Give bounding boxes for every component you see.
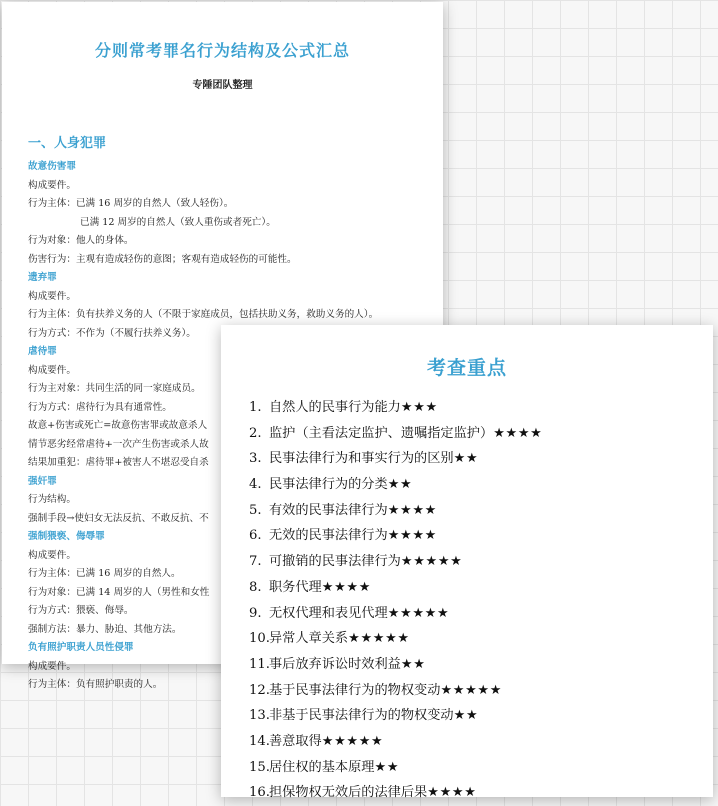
- star-rating: ★★★★: [321, 579, 372, 595]
- star-rating: ★★★★★: [321, 733, 384, 749]
- star-rating: ★★: [400, 656, 426, 672]
- focus-card: [221, 325, 713, 801]
- document-line: 情节恶劣经常虐待+一次产生伤害或杀人故: [28, 438, 209, 450]
- focus-item: [249, 421, 542, 447]
- document-line: 行为主体：负有扶养义务的人（不限于家庭成员，包括扶助义务，救助义务的人）。: [28, 309, 379, 320]
- focus-item-number: 4.: [249, 477, 262, 493]
- star-rating: ★★★★★: [400, 554, 463, 570]
- focus-item: [249, 678, 542, 704]
- focus-item-text: 基于民事法律行为的物权变动: [269, 682, 441, 698]
- document-line: 行为方式：虐待行为具有通常性。: [28, 401, 172, 413]
- document-line: 行为主体：负有照护职责的人。: [28, 679, 163, 690]
- document-line: 行为主体：已满 16 周岁的自然人。: [28, 568, 181, 579]
- document-line: 行为结构。: [28, 494, 76, 505]
- document-line: 行为对象：他人的身体。: [28, 235, 134, 246]
- focus-item: [249, 729, 542, 755]
- focus-item-number: 11.: [249, 656, 270, 672]
- focus-item-text: 无权代理和表见代理: [269, 605, 388, 621]
- document-line: 强制方法：暴力、胁迫、其他方法。: [28, 623, 182, 635]
- document-line: 构成要件。: [28, 549, 76, 561]
- focus-item-text: 民事法律行为和事实行为的区别: [269, 451, 454, 467]
- star-rating: ★★★★: [387, 528, 437, 544]
- document-line: 行为方式：猥亵、侮辱。: [28, 605, 134, 616]
- focus-item-number: 3.: [249, 451, 262, 467]
- focus-item-text: 民事法律行为的分类: [269, 477, 388, 493]
- document-line: 行为主体：已满 16 周岁的自然人（致人轻伤）。: [28, 198, 234, 209]
- star-rating: ★★★★★: [387, 605, 450, 621]
- focus-item-number: 6.: [249, 528, 262, 544]
- crime-heading: 故意伤害罪: [28, 161, 76, 172]
- focus-item-text: 自然人的民事行为能力: [269, 400, 401, 415]
- focus-item-text: 异常人章关系: [269, 631, 349, 647]
- document-line: 行为对象：已满 14 周岁的人（男性和女性: [28, 586, 210, 598]
- document-line: 构成要件。: [28, 364, 76, 376]
- focus-item: [249, 549, 542, 575]
- star-rating: ★★: [374, 759, 400, 775]
- section-heading: 一、人身犯罪: [28, 136, 107, 151]
- focus-item-number: 2.: [249, 425, 262, 441]
- focus-item: [249, 498, 542, 524]
- focus-item: [249, 780, 542, 806]
- document-line: 强制手段→使妇女无法反抗、不敢反抗、不: [28, 512, 209, 524]
- star-rating: ★★★★★: [440, 682, 503, 698]
- focus-item-text: 监护（主看法定监护、遗嘱指定监护）: [269, 425, 494, 441]
- document-line: 构成要件。: [28, 290, 76, 302]
- focus-item-text: 无效的民事法律行为: [269, 528, 388, 544]
- focus-item: [249, 446, 542, 472]
- focus-item-text: 善意取得: [269, 733, 322, 749]
- focus-item-text: 担保物权无效后的法律后果: [269, 785, 428, 801]
- star-rating: ★★: [387, 477, 413, 493]
- document-line: 伤害行为：主观有造成轻伤的意图；客观有造成轻伤的可能性。: [28, 253, 297, 265]
- focus-item-number: 5.: [249, 502, 262, 518]
- focus-item: [249, 523, 542, 549]
- focus-item-text: 事后放弃诉讼时效利益: [269, 656, 401, 672]
- focus-item: [249, 703, 542, 729]
- document-line: 结果加重犯：虐待罪+被害人不堪忍受自杀: [28, 457, 209, 468]
- star-rating: ★★: [453, 451, 479, 467]
- focus-item-text: 居住权的基本原理: [269, 759, 375, 775]
- star-rating: ★★: [453, 708, 479, 724]
- star-rating: ★★★★: [427, 785, 477, 801]
- focus-item-number: 1.: [249, 400, 262, 415]
- star-rating: ★★★★: [387, 502, 437, 518]
- crime-heading: 负有照护职责人员性侵罪: [28, 642, 134, 653]
- focus-item: [249, 755, 542, 781]
- crime-heading: 强制猥亵、侮辱罪: [28, 531, 105, 542]
- focus-title: 考查重点: [426, 357, 507, 379]
- crime-heading: 虐待罪: [28, 346, 57, 357]
- crime-heading: 遗弃罪: [28, 272, 57, 283]
- focus-item-text: 非基于民事法律行为的物权变动: [269, 708, 454, 724]
- star-rating: ★★★: [400, 400, 438, 415]
- document-line: 故意+伤害或死亡=故意伤害罪或故意杀人: [28, 420, 208, 431]
- focus-item-number: 15.: [249, 759, 270, 775]
- focus-item-text: 职务代理: [269, 579, 322, 595]
- focus-item-number: 14.: [249, 733, 270, 749]
- document-title: 分则常考罪名行为结构及公式汇总: [94, 41, 350, 60]
- focus-item-text: 有效的民事法律行为: [269, 502, 388, 518]
- star-rating: ★★★★★: [348, 631, 410, 647]
- star-rating: ★★★★: [493, 425, 543, 441]
- document-subtitle: 专陲团队整理: [192, 80, 253, 91]
- focus-item: [249, 395, 542, 421]
- focus-item: [249, 601, 542, 627]
- focus-item: [249, 626, 542, 652]
- focus-item-number: 8.: [249, 579, 262, 595]
- focus-item: [249, 652, 542, 678]
- crime-heading: 强奸罪: [28, 475, 57, 487]
- focus-item-number: 7.: [249, 554, 262, 570]
- focus-item: [249, 472, 542, 498]
- document-line: 已满 12 周岁的自然人（致人重伤或者死亡）。: [80, 216, 276, 228]
- document-line: 行为主对象：共同生活的同一家庭成员。: [28, 383, 201, 394]
- document-line: 行为方式：不作为（不履行扶养义务）。: [28, 327, 196, 339]
- focus-item: [249, 575, 542, 601]
- focus-item-number: 16.: [249, 785, 270, 801]
- focus-item-number: 9.: [249, 605, 262, 621]
- document-line: 构成要件。: [28, 179, 76, 191]
- focus-item-text: 可撤销的民事法律行为: [269, 554, 401, 570]
- focus-list: [249, 395, 542, 806]
- focus-item-number: 10.: [249, 631, 270, 647]
- document-line: 构成要件。: [28, 660, 76, 672]
- focus-item-number: 13.: [249, 708, 270, 724]
- focus-item-number: 12.: [249, 682, 270, 698]
